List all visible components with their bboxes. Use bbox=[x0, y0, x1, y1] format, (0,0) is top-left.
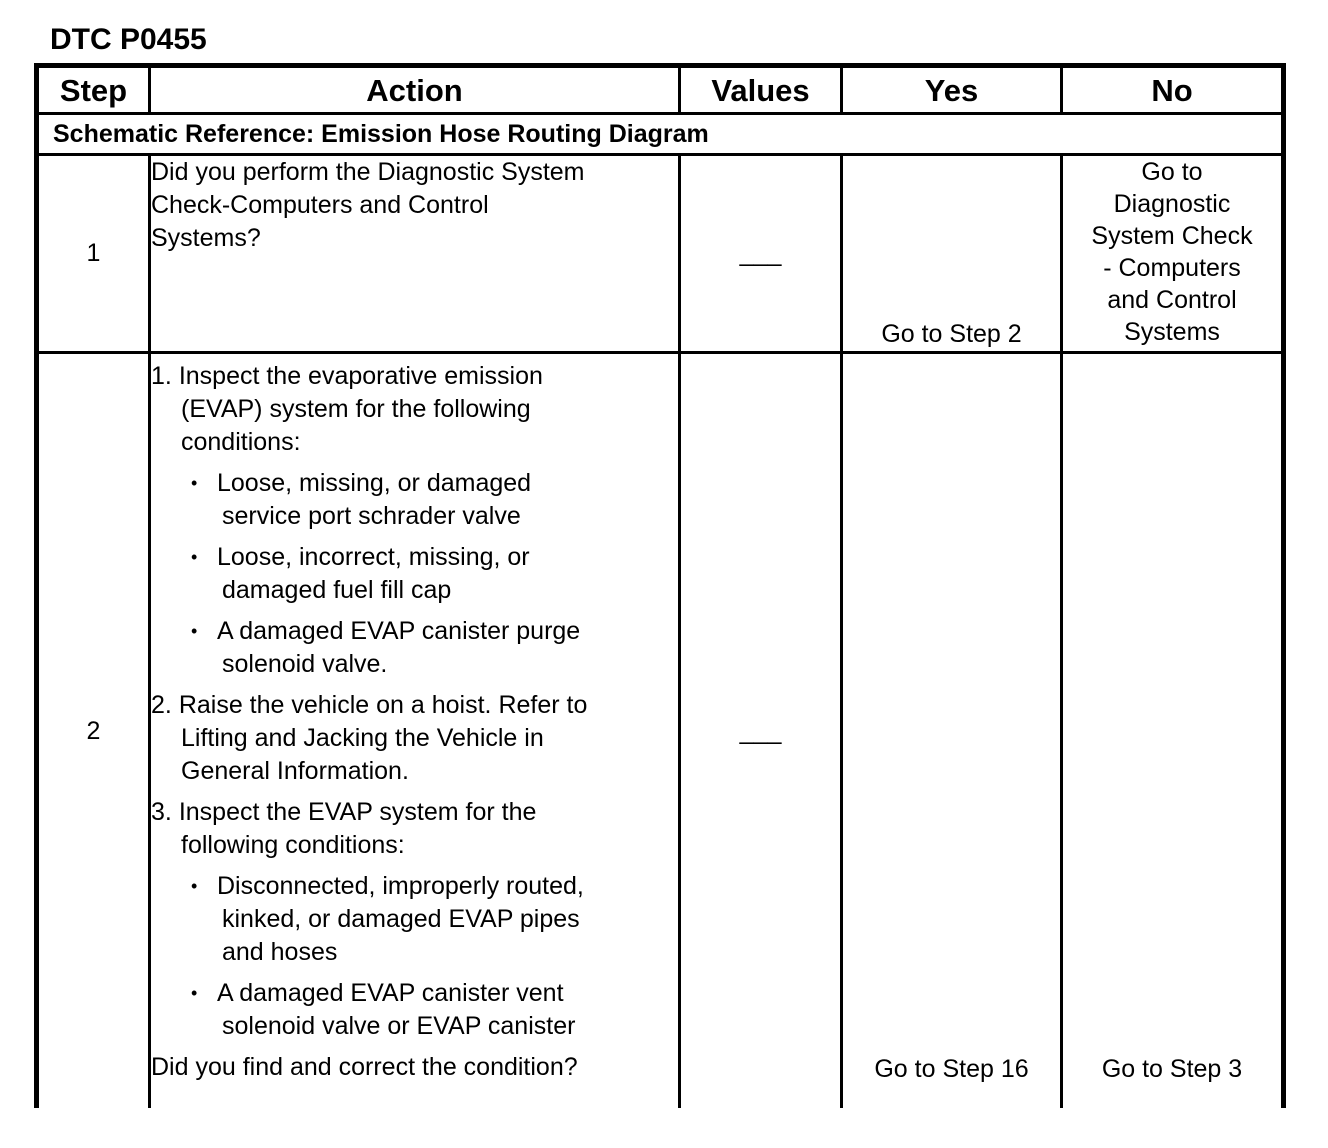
bullet-text-line: service port schrader valve bbox=[222, 502, 521, 530]
step-number: 2 bbox=[37, 353, 150, 1109]
table-row bbox=[37, 155, 1284, 353]
bullet-text-line: solenoid valve. bbox=[222, 650, 388, 678]
bullet-glyph: • bbox=[191, 547, 198, 567]
item-text-line: Lifting and Jacking the Vehicle in bbox=[181, 724, 544, 752]
bullet-text-line: Loose, missing, or damaged bbox=[217, 469, 532, 497]
no-cell bbox=[1062, 155, 1284, 353]
item-text-line: following conditions: bbox=[181, 831, 405, 859]
bullet-text-line: and hoses bbox=[222, 938, 338, 966]
item-number: 2. bbox=[151, 691, 172, 719]
item-number: 3. bbox=[151, 798, 172, 826]
bullet-glyph: • bbox=[191, 983, 198, 1003]
item-text-line: Inspect the evaporative emission bbox=[178, 362, 543, 390]
bullet-item bbox=[193, 870, 678, 969]
no-text-line: and Control bbox=[1107, 286, 1237, 314]
table-row bbox=[37, 353, 1284, 1109]
item-text-line: Raise the vehicle on a hoist. Refer to bbox=[178, 691, 588, 719]
bullet-text-line: damaged fuel fill cap bbox=[222, 576, 452, 604]
item-text-line: Inspect the EVAP system for the bbox=[178, 798, 537, 826]
item-number: 1. bbox=[151, 362, 172, 390]
numbered-item bbox=[151, 360, 678, 459]
bullet-text-line: solenoid valve or EVAP canister bbox=[222, 1012, 576, 1040]
bullet-glyph: • bbox=[191, 621, 198, 641]
numbered-item bbox=[151, 796, 678, 862]
bullet-text-line: A damaged EVAP canister vent bbox=[217, 979, 564, 1007]
no-text-line: System Check bbox=[1091, 222, 1253, 250]
bullet-item bbox=[193, 541, 678, 607]
yes-cell: Go to Step 16 bbox=[842, 353, 1062, 1109]
header-values: Values bbox=[680, 66, 842, 114]
bullet-item bbox=[193, 467, 678, 533]
bullet-text-line: Disconnected, improperly routed, bbox=[217, 872, 584, 900]
action-text-line: Systems? bbox=[151, 224, 261, 252]
header-action: Action bbox=[150, 66, 680, 114]
no-cell: Go to Step 3 bbox=[1062, 353, 1284, 1109]
question-text: Did you find and correct the condition? bbox=[151, 1053, 578, 1081]
header-no: No bbox=[1062, 66, 1284, 114]
no-text-line: Systems bbox=[1124, 318, 1220, 346]
step-number: 1 bbox=[37, 155, 150, 353]
bullet-item bbox=[193, 615, 678, 681]
no-text-line: - Computers bbox=[1103, 254, 1241, 282]
page-title: DTC P0455 bbox=[50, 23, 207, 56]
action-text-line: Did you perform the Diagnostic System bbox=[151, 158, 585, 186]
header-row bbox=[37, 66, 1284, 114]
bullet-text-line: Loose, incorrect, missing, or bbox=[217, 543, 530, 571]
header-yes: Yes bbox=[842, 66, 1062, 114]
action-text-line: Check-Computers and Control bbox=[151, 191, 489, 219]
item-text-line: (EVAP) system for the following bbox=[181, 395, 531, 423]
action-cell bbox=[150, 155, 680, 353]
bullet-text-line: kinked, or damaged EVAP pipes bbox=[222, 905, 580, 933]
yes-cell: Go to Step 2 bbox=[842, 155, 1062, 353]
bullet-text-line: A damaged EVAP canister purge bbox=[217, 617, 581, 645]
no-text-line: Go to bbox=[1141, 158, 1203, 186]
bullet-glyph: • bbox=[191, 876, 198, 896]
diagnostic-table bbox=[34, 63, 1286, 1108]
values-cell: ___ bbox=[680, 155, 842, 353]
bullet-glyph: • bbox=[191, 473, 198, 493]
numbered-item bbox=[151, 689, 678, 788]
action-cell bbox=[150, 353, 680, 1109]
schematic-row bbox=[37, 114, 1284, 155]
header-step: Step bbox=[37, 66, 150, 114]
values-cell: ___ bbox=[680, 353, 842, 1109]
schematic-reference: Schematic Reference: Emission Hose Routing Diagram bbox=[37, 114, 1284, 155]
item-text-line: conditions: bbox=[181, 428, 301, 456]
item-text-line: General Information. bbox=[181, 757, 409, 785]
bullet-item bbox=[193, 977, 678, 1043]
no-text-line: Diagnostic bbox=[1113, 190, 1231, 218]
